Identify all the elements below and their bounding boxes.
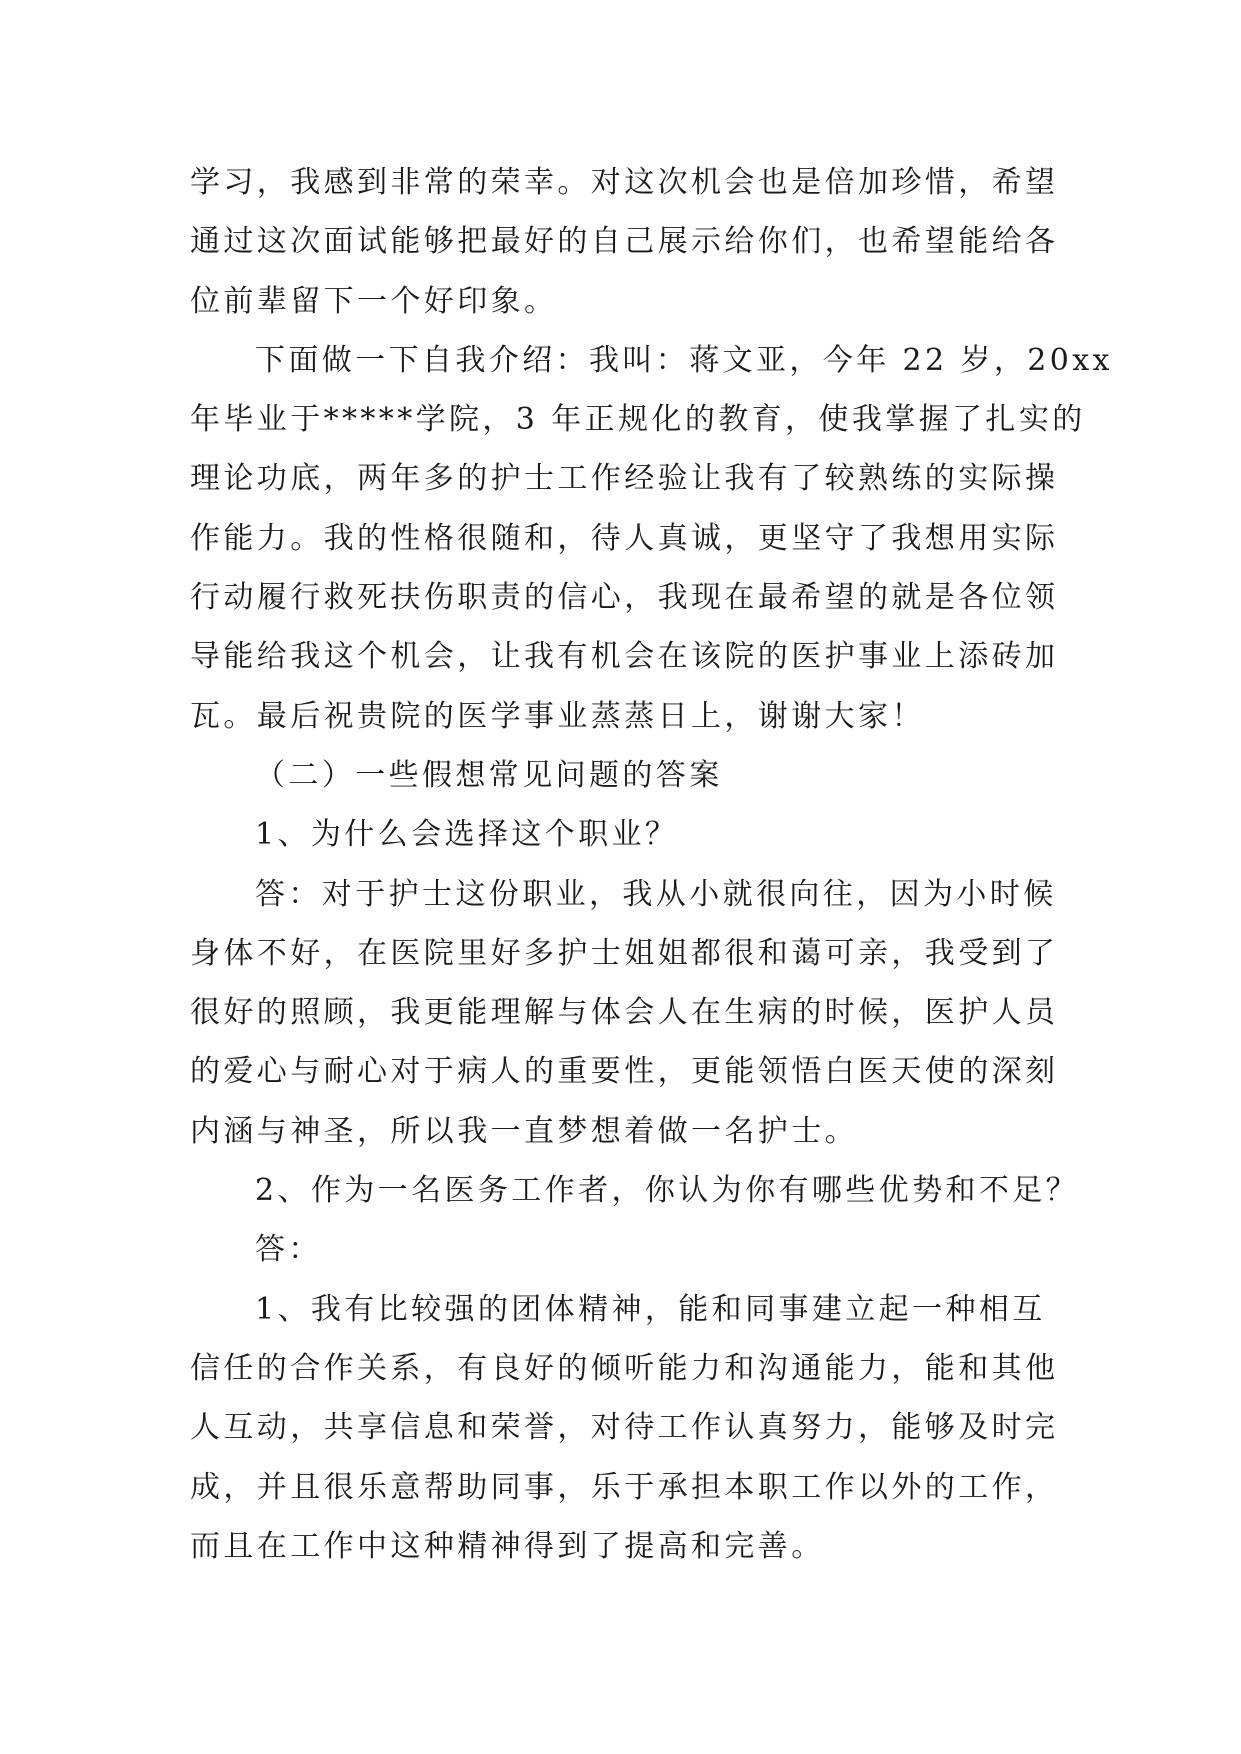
text-line: 通过这次面试能够把最好的自己展示给你们，也希望能给各 xyxy=(190,224,1059,260)
text-line: 答：对于护士这份职业，我从小就很向往，因为小时候 xyxy=(255,876,1057,912)
text-line: 答： xyxy=(255,1232,322,1268)
text-line: 理论功底，两年多的护士工作经验让我有了较熟练的实际操 xyxy=(190,461,1059,497)
text-line: （二）一些假想常见问题的答案 xyxy=(255,757,723,793)
text-line: 内涵与神圣，所以我一直梦想着做一名护士。 xyxy=(190,1113,858,1149)
document-body xyxy=(190,153,1113,1576)
text-line: 学习，我感到非常的荣幸。对这次机会也是倍加珍惜，希望 xyxy=(190,165,1059,200)
text-line: 1、我有比较强的团体精神，能和同事建立起一种相互 xyxy=(255,1291,1046,1327)
text-line: 下面做一下自我介绍：我叫：蒋文亚，今年 22 岁，20xx xyxy=(255,342,1113,378)
text-line: 的爱心与耐心对于病人的重要性，更能领悟白医天使的深刻 xyxy=(190,1054,1059,1090)
text-line: 行动履行救死扶伤职责的信心，我现在最希望的就是各位领 xyxy=(190,580,1059,616)
text-line: 很好的照顾，我更能理解与体会人在生病的时候，医护人员 xyxy=(190,995,1059,1031)
text-line: 位前辈留下一个好印象。 xyxy=(190,283,558,319)
text-line: 人互动，共享信息和荣誉，对待工作认真努力，能够及时完 xyxy=(190,1410,1059,1446)
text-line: 瓦。最后祝贵院的医学事业蒸蒸日上，谢谢大家！ xyxy=(190,698,925,734)
text-line: 1、为什么会选择这个职业？ xyxy=(255,817,679,853)
text-line: 身体不好，在医院里好多护士姐姐都很和蔼可亲，我受到了 xyxy=(190,935,1059,971)
text-line: 年毕业于*****学院，3 年正规化的教育，使我掌握了扎实的 xyxy=(190,402,1086,438)
text-line: 而且在工作中这种精神得到了提高和完善。 xyxy=(190,1528,825,1564)
text-line: 作能力。我的性格很随和，待人真诚，更坚守了我想用实际 xyxy=(190,520,1059,556)
text-line: 信任的合作关系，有良好的倾听能力和沟通能力，能和其他 xyxy=(190,1350,1059,1386)
text-line: 导能给我这个机会，让我有机会在该院的医护事业上添砖加 xyxy=(190,639,1059,675)
text-line: 成，并且很乐意帮助同事，乐于承担本职工作以外的工作， xyxy=(190,1469,1059,1505)
text-line: 2、作为一名医务工作者，你认为你有哪些优势和不足？ xyxy=(255,1173,1080,1209)
